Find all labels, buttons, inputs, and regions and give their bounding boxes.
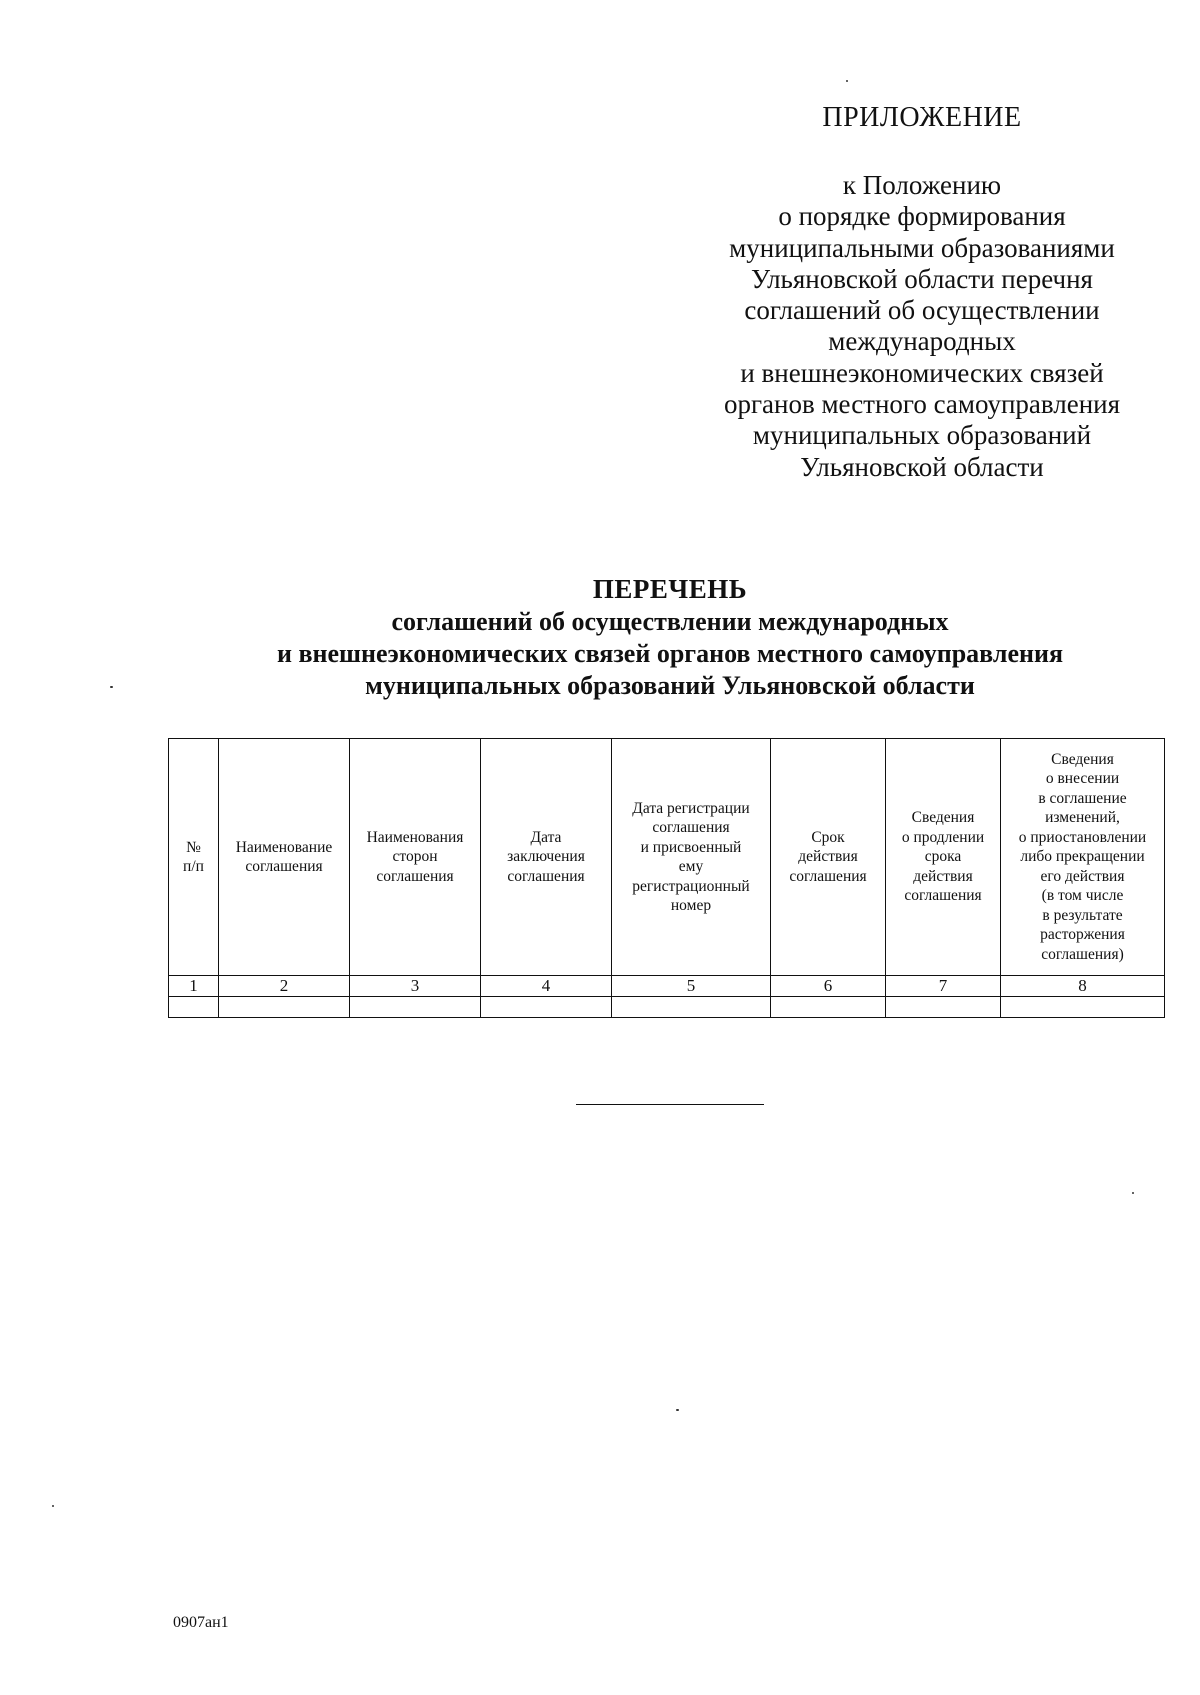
header-line: соглашения: [507, 867, 585, 885]
header-cell-number: [169, 739, 219, 976]
header-line: заключения: [507, 848, 585, 866]
header-line: Сведения: [911, 809, 975, 827]
column-number: 1: [169, 976, 219, 997]
appendix-line: и внешнеэкономических связей: [740, 357, 1104, 388]
scan-speck: [676, 1409, 679, 1411]
header-line: соглашения: [652, 819, 730, 836]
table-header-row: [169, 739, 1165, 976]
header-line: срока: [924, 848, 962, 866]
empty-cell: [1001, 997, 1165, 1018]
column-number-row: [169, 976, 1165, 997]
header-line: Дата: [530, 828, 562, 846]
header-cell-changes: [1001, 739, 1165, 976]
column-number: 6: [771, 976, 886, 997]
closing-rule: [576, 1104, 764, 1105]
header-line: о приостановлении: [1018, 828, 1147, 846]
empty-cell: [219, 997, 350, 1018]
header-line: действия: [798, 848, 858, 866]
column-number: 4: [481, 976, 612, 997]
empty-cell: [771, 997, 886, 1018]
header-line: и присвоенный: [640, 838, 742, 856]
header-cell-conclusion-date: [481, 739, 612, 976]
header-line: Срок: [811, 828, 845, 846]
list-subtitle-line: муниципальных образований Ульяновской области: [365, 671, 975, 700]
header-line: соглашения: [789, 867, 867, 885]
list-heading: [170, 572, 1170, 702]
empty-cell: [481, 997, 612, 1018]
header-line: номер: [670, 897, 712, 914]
appendix-line: органов местного самоуправления: [723, 389, 1121, 420]
scan-speck: [846, 80, 848, 82]
document-code: 0907ан1: [173, 1614, 229, 1631]
header-line: №: [186, 838, 201, 856]
header-line: соглашения: [376, 867, 454, 885]
header-line: сторон: [392, 848, 438, 866]
header-line: Дата регистрации: [632, 799, 750, 817]
scan-speck: [110, 686, 113, 688]
header-line: в соглашение: [1038, 789, 1127, 807]
header-line: в результате: [1042, 906, 1123, 924]
header-line: Наименование: [235, 838, 333, 856]
empty-cell: [169, 997, 219, 1018]
appendix-line: Ульяновской области: [800, 451, 1044, 482]
header-cell-agreement-name: [219, 739, 350, 976]
header-line: Сведения: [1051, 750, 1114, 768]
appendix-block: [712, 102, 1132, 483]
appendix-line: о порядке формирования: [778, 201, 1066, 232]
header-line: п/п: [183, 858, 204, 875]
empty-cell: [612, 997, 771, 1018]
header-line: соглашения: [245, 858, 323, 875]
header-line: соглашения): [1041, 945, 1124, 963]
header-line: о внесении: [1045, 770, 1120, 788]
appendix-line: международных: [828, 326, 1016, 357]
header-line: (в том числе: [1041, 887, 1124, 905]
appendix-line: Ульяновской области перечня: [751, 263, 1093, 294]
header-line: либо прекращении: [1020, 848, 1145, 866]
header-line: регистрационный: [632, 877, 750, 895]
header-line: ему: [678, 858, 704, 875]
column-number: 8: [1001, 976, 1165, 997]
header-line: соглашения: [904, 887, 982, 905]
column-number: 3: [350, 976, 481, 997]
header-cell-registration: [612, 739, 771, 976]
list-subtitle-line: и внешнеэкономических связей органов местного самоуправления: [276, 639, 1064, 668]
header-cell-extension: [886, 739, 1001, 976]
header-cell-validity: [771, 739, 886, 976]
header-line: изменений,: [1045, 809, 1120, 827]
header-line: действия: [913, 867, 973, 885]
header-cell-parties: [350, 739, 481, 976]
table-row: [169, 997, 1165, 1018]
list-title: ПЕРЕЧЕНЬ: [592, 574, 748, 604]
scan-speck: [1132, 1192, 1134, 1194]
header-line: расторжения: [1040, 926, 1125, 944]
empty-cell: [886, 997, 1001, 1018]
scan-speck: [52, 1505, 54, 1507]
header-line: его действия: [1040, 867, 1125, 885]
empty-cell: [350, 997, 481, 1018]
header-line: Наименования: [366, 828, 464, 846]
appendix-line: к Положению: [842, 170, 1002, 200]
column-number: 7: [886, 976, 1001, 997]
appendix-line: муниципальных образований: [752, 420, 1092, 451]
appendix-line: муниципальными образованиями: [729, 232, 1115, 263]
column-number: 2: [219, 976, 350, 997]
list-subtitle-line: соглашений об осуществлении международных: [391, 607, 949, 636]
appendix-title: ПРИЛОЖЕНИЕ: [822, 102, 1022, 133]
appendix-line: соглашений об осуществлении: [744, 295, 1100, 326]
agreements-table: [168, 738, 1165, 1018]
header-line: о продлении: [901, 828, 985, 846]
column-number: 5: [612, 976, 771, 997]
